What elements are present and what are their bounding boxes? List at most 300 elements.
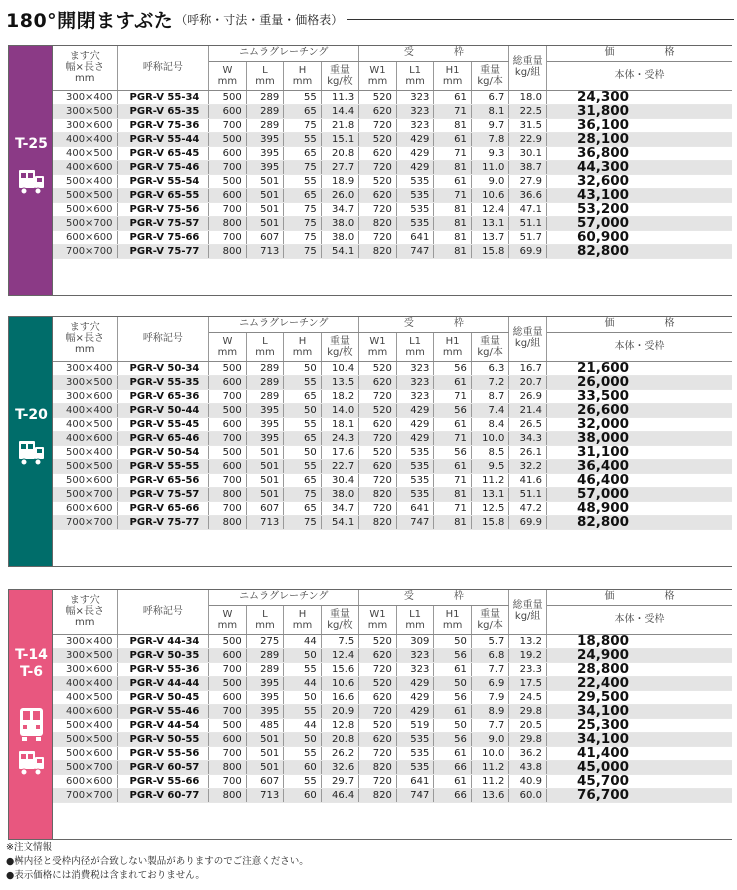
cell: 12.5 — [471, 501, 509, 515]
cell: 57,000 — [546, 487, 732, 501]
load-class-label: T-25 — [15, 136, 48, 152]
cell: 50 — [434, 634, 472, 648]
cell: 28,800 — [546, 662, 732, 676]
cell: PGR-V 75-57 — [117, 487, 209, 501]
table-row — [53, 760, 732, 774]
cell: 289 — [246, 662, 284, 676]
cell: PGR-V 50-35 — [117, 648, 209, 662]
cell: 6.9 — [471, 676, 509, 690]
col-grating: ニムラグレーチング — [209, 589, 359, 605]
cell: PGR-V 55-55 — [117, 459, 209, 473]
cell: PGR-V 50-34 — [117, 361, 209, 375]
cell: 32.6 — [321, 760, 359, 774]
cell: 323 — [396, 118, 434, 132]
cell: 81 — [434, 244, 472, 258]
cell: 800 — [209, 788, 247, 802]
table-row — [53, 445, 732, 459]
cell: 75 — [284, 202, 322, 216]
cell: 720 — [359, 473, 397, 487]
cell: 38.0 — [321, 230, 359, 244]
col-l: L mm — [246, 332, 284, 361]
cell: 600 — [209, 188, 247, 202]
cell: PGR-V 55-35 — [117, 375, 209, 389]
cell: 8.7 — [471, 389, 509, 403]
cell: 48,900 — [546, 501, 732, 515]
col-price-sub: 本体・受枠 — [546, 605, 732, 634]
cell: 46.4 — [321, 788, 359, 802]
cell: 501 — [246, 174, 284, 188]
cell: 800 — [209, 216, 247, 230]
col-price: 価 格 — [546, 45, 732, 61]
cell: 26.2 — [321, 746, 359, 760]
col-h: H mm — [284, 605, 322, 634]
cell: 309 — [396, 634, 434, 648]
cell: 75 — [284, 230, 322, 244]
table-row — [53, 774, 732, 788]
cell: 500×500 — [53, 188, 117, 202]
cell: 323 — [396, 389, 434, 403]
cell: PGR-V 65-55 — [117, 188, 209, 202]
cell: 55 — [284, 174, 322, 188]
cell: 700 — [209, 704, 247, 718]
table-row — [53, 459, 732, 473]
cell: 535 — [396, 174, 434, 188]
cell: 8.5 — [471, 445, 509, 459]
cell: 17.5 — [509, 676, 547, 690]
col-code: 呼称記号 — [117, 589, 209, 634]
cell: 11.3 — [321, 90, 359, 104]
cell: 18.9 — [321, 174, 359, 188]
cell: 43.8 — [509, 760, 547, 774]
cell: 13.1 — [471, 216, 509, 230]
cell: 289 — [246, 389, 284, 403]
cell: 12.8 — [321, 718, 359, 732]
cell: 400×500 — [53, 146, 117, 160]
cell: 19.2 — [509, 648, 547, 662]
cell: 36,100 — [546, 118, 732, 132]
col-l1: L1 mm — [396, 605, 434, 634]
table-row — [53, 676, 732, 690]
spec-table — [53, 45, 732, 259]
table-row — [53, 90, 732, 104]
cell: 501 — [246, 732, 284, 746]
spec-table — [53, 316, 732, 530]
cell: 11.2 — [471, 774, 509, 788]
col-l: L mm — [246, 605, 284, 634]
col-h1: H1 mm — [434, 332, 472, 361]
cell: 700 — [209, 431, 247, 445]
table-row — [53, 202, 732, 216]
cell: 6.8 — [471, 648, 509, 662]
col-price-sub: 本体・受枠 — [546, 61, 732, 90]
cell: PGR-V 55-54 — [117, 174, 209, 188]
cell: 16.6 — [321, 690, 359, 704]
cell: 500 — [209, 403, 247, 417]
cell: 11.2 — [471, 760, 509, 774]
cell: 535 — [396, 445, 434, 459]
cell: 7.9 — [471, 690, 509, 704]
cell: 520 — [359, 132, 397, 146]
cell: 51.7 — [509, 230, 547, 244]
cell: 36.2 — [509, 746, 547, 760]
cell: 501 — [246, 202, 284, 216]
cell: PGR-V 55-46 — [117, 704, 209, 718]
cell: 61 — [434, 132, 472, 146]
cell: 45,000 — [546, 760, 732, 774]
cell: 30.4 — [321, 473, 359, 487]
cell: 700 — [209, 118, 247, 132]
cell: 75 — [284, 160, 322, 174]
table-row — [53, 389, 732, 403]
cell: 6.3 — [471, 361, 509, 375]
cell: 60,900 — [546, 230, 732, 244]
cell: 289 — [246, 90, 284, 104]
cell: 15.8 — [471, 515, 509, 529]
cell: 720 — [359, 431, 397, 445]
cell: 429 — [396, 146, 434, 160]
cell: 429 — [396, 160, 434, 174]
cell: 9.0 — [471, 732, 509, 746]
cell: 26,600 — [546, 403, 732, 417]
cell: PGR-V 44-54 — [117, 718, 209, 732]
cell: 7.7 — [471, 718, 509, 732]
cell: 82,800 — [546, 244, 732, 258]
load-class-sidebar — [8, 589, 53, 840]
cell: 8.4 — [471, 417, 509, 431]
cell: 747 — [396, 515, 434, 529]
cell: 65 — [284, 104, 322, 118]
cell: 820 — [359, 788, 397, 802]
cell: PGR-V 75-66 — [117, 230, 209, 244]
cell: 50 — [284, 361, 322, 375]
cell: 40.9 — [509, 774, 547, 788]
cell: 45,700 — [546, 774, 732, 788]
cell: 34,100 — [546, 704, 732, 718]
table-row — [53, 375, 732, 389]
cell: 300×600 — [53, 389, 117, 403]
cell: 300×600 — [53, 118, 117, 132]
col-size: ます穴 幅×長さ mm — [53, 589, 117, 634]
cell: 289 — [246, 361, 284, 375]
cell: 620 — [359, 732, 397, 746]
cell: 46,400 — [546, 473, 732, 487]
cell: 26.1 — [509, 445, 547, 459]
cell: 700×700 — [53, 244, 117, 258]
cell: PGR-V 60-77 — [117, 788, 209, 802]
cell: 75 — [284, 515, 322, 529]
table-row — [53, 746, 732, 760]
cell: 700 — [209, 202, 247, 216]
cell: 55 — [284, 704, 322, 718]
cell: 47.1 — [509, 202, 547, 216]
cell: PGR-V 55-66 — [117, 774, 209, 788]
load-class-label: T-20 — [15, 407, 48, 423]
cell: 13.2 — [509, 634, 547, 648]
table-row — [53, 501, 732, 515]
cell: 56 — [434, 403, 472, 417]
cell: 32,600 — [546, 174, 732, 188]
note-2: ●表示価格には消費税は含まれておりません。 — [6, 870, 205, 881]
cell: 9.7 — [471, 118, 509, 132]
cell: 55 — [284, 90, 322, 104]
cell: 323 — [396, 375, 434, 389]
cell: PGR-V 44-44 — [117, 676, 209, 690]
cell: 9.5 — [471, 459, 509, 473]
cell: 820 — [359, 244, 397, 258]
cell: 13.5 — [321, 375, 359, 389]
cell: 18.1 — [321, 417, 359, 431]
cell: 289 — [246, 118, 284, 132]
cell: 81 — [434, 230, 472, 244]
cell: 520 — [359, 634, 397, 648]
cell: 75 — [284, 487, 322, 501]
title-rule — [347, 19, 734, 20]
cell: PGR-V 50-44 — [117, 403, 209, 417]
cell: 395 — [246, 160, 284, 174]
cell: PGR-V 60-57 — [117, 760, 209, 774]
cell: 395 — [246, 431, 284, 445]
cell: 501 — [246, 473, 284, 487]
cell: PGR-V 75-57 — [117, 216, 209, 230]
cell: 500×500 — [53, 732, 117, 746]
cell: 10.6 — [471, 188, 509, 202]
cell: 26.5 — [509, 417, 547, 431]
cell: 20.8 — [321, 732, 359, 746]
cell: 520 — [359, 361, 397, 375]
cell: 32,000 — [546, 417, 732, 431]
cell: 55 — [284, 746, 322, 760]
cell: 54.1 — [321, 515, 359, 529]
cell: 21.8 — [321, 118, 359, 132]
cell: 50 — [434, 718, 472, 732]
cell: 501 — [246, 746, 284, 760]
page-subtitle: （呼称・寸法・重量・価格表） — [175, 12, 344, 27]
cell: 56 — [434, 361, 472, 375]
cell: 300×400 — [53, 90, 117, 104]
cell: 535 — [396, 746, 434, 760]
spec-table — [53, 589, 732, 803]
cell: 395 — [246, 146, 284, 160]
cell: 289 — [246, 375, 284, 389]
cell: 641 — [396, 230, 434, 244]
cell: 820 — [359, 760, 397, 774]
cell: 620 — [359, 146, 397, 160]
cell: PGR-V 65-45 — [117, 146, 209, 160]
cell: 500×600 — [53, 473, 117, 487]
cell: 38.0 — [321, 216, 359, 230]
col-size: ます穴 幅×長さ mm — [53, 45, 117, 90]
cell: 500 — [209, 718, 247, 732]
cell: 55 — [284, 662, 322, 676]
cell: 31,100 — [546, 445, 732, 459]
cell: 500×700 — [53, 216, 117, 230]
cell: 81 — [434, 202, 472, 216]
note-heading: ※注文情報 — [6, 842, 52, 853]
cell: 400×400 — [53, 132, 117, 146]
note-1: ●桝内径と受枠内径が合致しない製品がありますのでご注意ください。 — [6, 856, 309, 867]
cell: 620 — [359, 375, 397, 389]
col-frame: 受 枠 — [359, 316, 509, 332]
cell: 641 — [396, 774, 434, 788]
cell: 69.9 — [509, 244, 547, 258]
col-frame: 受 枠 — [359, 589, 509, 605]
cell: 700 — [209, 774, 247, 788]
cell: 50 — [284, 732, 322, 746]
cell: 429 — [396, 690, 434, 704]
cell: 500×700 — [53, 760, 117, 774]
load-class-sidebar — [8, 45, 53, 296]
page-header — [6, 4, 734, 34]
cell: 720 — [359, 389, 397, 403]
cell: 60 — [284, 788, 322, 802]
table-row — [53, 146, 732, 160]
col-h1: H1 mm — [434, 605, 472, 634]
cell: 323 — [396, 648, 434, 662]
cell: 7.8 — [471, 132, 509, 146]
table-row — [53, 690, 732, 704]
cell: 289 — [246, 648, 284, 662]
cell: 54.1 — [321, 244, 359, 258]
cell: 65 — [284, 501, 322, 515]
table-row — [53, 132, 732, 146]
col-w1: W1 mm — [359, 605, 397, 634]
table-row — [53, 732, 732, 746]
cell: 12.4 — [321, 648, 359, 662]
cell: 641 — [396, 501, 434, 515]
cell: 720 — [359, 118, 397, 132]
cell: 41.6 — [509, 473, 547, 487]
cell: 800 — [209, 244, 247, 258]
cell: 57,000 — [546, 216, 732, 230]
cell: 55 — [284, 375, 322, 389]
col-w: W mm — [209, 332, 247, 361]
cell: 500 — [209, 445, 247, 459]
cell: 700 — [209, 746, 247, 760]
cell: 55 — [284, 774, 322, 788]
cell: 323 — [396, 104, 434, 118]
truck-icon — [18, 164, 45, 200]
cell: 500 — [209, 676, 247, 690]
cell: 535 — [396, 487, 434, 501]
cell: 300×500 — [53, 648, 117, 662]
cell: 520 — [359, 174, 397, 188]
cell: 71 — [434, 431, 472, 445]
cell: 61 — [434, 746, 472, 760]
cell: 18.0 — [509, 90, 547, 104]
cell: 485 — [246, 718, 284, 732]
cell: 747 — [396, 788, 434, 802]
cell: 275 — [246, 634, 284, 648]
cell: 6.7 — [471, 90, 509, 104]
cell: 600 — [209, 648, 247, 662]
cell: 13.6 — [471, 788, 509, 802]
cell: 600 — [209, 146, 247, 160]
bus-icon — [18, 706, 45, 742]
cell: 400×500 — [53, 690, 117, 704]
cell: 71 — [434, 389, 472, 403]
cell: 720 — [359, 501, 397, 515]
cell: 600 — [209, 375, 247, 389]
cell: 429 — [396, 431, 434, 445]
col-w: W mm — [209, 605, 247, 634]
cell: 7.4 — [471, 403, 509, 417]
cell: 500 — [209, 634, 247, 648]
cell: 23.3 — [509, 662, 547, 676]
cell: 71 — [434, 473, 472, 487]
cell: 395 — [246, 417, 284, 431]
cell: PGR-V 55-36 — [117, 662, 209, 676]
cell: 500×400 — [53, 174, 117, 188]
cell: 600×600 — [53, 501, 117, 515]
cell: 519 — [396, 718, 434, 732]
cell: 500×500 — [53, 459, 117, 473]
cell: 20.5 — [509, 718, 547, 732]
cell: 600×600 — [53, 774, 117, 788]
cell: 69.9 — [509, 515, 547, 529]
cell: 500 — [209, 132, 247, 146]
table-row — [53, 417, 732, 431]
cell: 800 — [209, 515, 247, 529]
col-h: H mm — [284, 332, 322, 361]
col-wt: 重量 kg/枚 — [321, 332, 359, 361]
cell: 29.7 — [321, 774, 359, 788]
cell: 8.9 — [471, 704, 509, 718]
cell: 51.1 — [509, 487, 547, 501]
cell: 395 — [246, 676, 284, 690]
cell: 65 — [284, 146, 322, 160]
cell: 24,900 — [546, 648, 732, 662]
cell: 713 — [246, 244, 284, 258]
cell: 520 — [359, 403, 397, 417]
table-row — [53, 104, 732, 118]
col-l: L mm — [246, 61, 284, 90]
table-row — [53, 174, 732, 188]
cell: 500 — [209, 90, 247, 104]
cell: 720 — [359, 230, 397, 244]
col-fwt: 重量 kg/本 — [471, 332, 509, 361]
cell: 5.7 — [471, 634, 509, 648]
cell: 41,400 — [546, 746, 732, 760]
cell: 17.6 — [321, 445, 359, 459]
cell: 34.3 — [509, 431, 547, 445]
cell: 395 — [246, 704, 284, 718]
cell: 34.7 — [321, 501, 359, 515]
cell: 61 — [434, 417, 472, 431]
cell: 535 — [396, 732, 434, 746]
table-row — [53, 188, 732, 202]
table-row — [53, 788, 732, 802]
cell: 323 — [396, 361, 434, 375]
col-h: H mm — [284, 61, 322, 90]
section-2 — [8, 316, 732, 567]
cell: 24,300 — [546, 90, 732, 104]
cell: 520 — [359, 676, 397, 690]
cell: 720 — [359, 662, 397, 676]
cell: 429 — [396, 676, 434, 690]
cell: 300×500 — [53, 375, 117, 389]
col-grating: ニムラグレーチング — [209, 45, 359, 61]
cell: 501 — [246, 487, 284, 501]
cell: 713 — [246, 515, 284, 529]
cell: 55 — [284, 417, 322, 431]
col-w1: W1 mm — [359, 332, 397, 361]
col-price: 価 格 — [546, 589, 732, 605]
cell: 38.0 — [321, 487, 359, 501]
cell: 607 — [246, 230, 284, 244]
cell: 300×400 — [53, 634, 117, 648]
table-row — [53, 648, 732, 662]
cell: 607 — [246, 501, 284, 515]
